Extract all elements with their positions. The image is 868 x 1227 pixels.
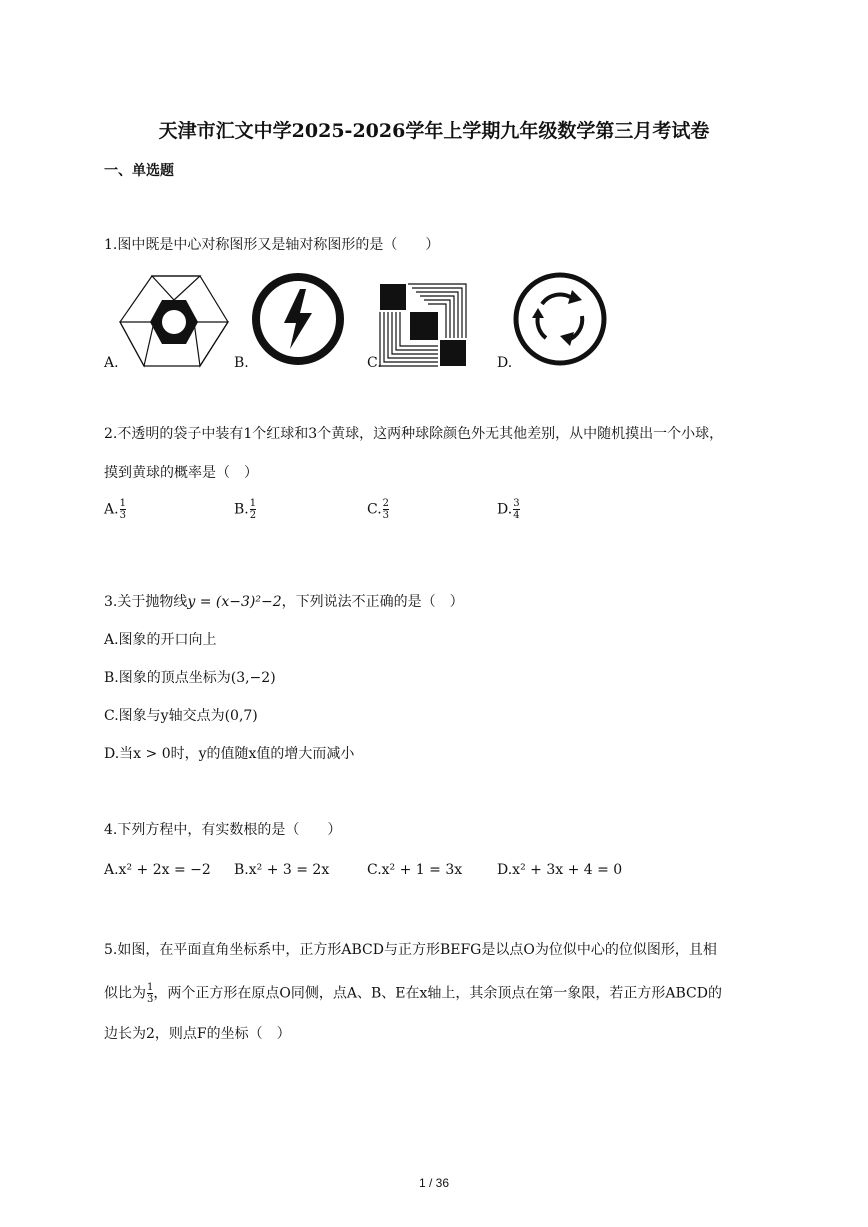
q2-option-b: B. $\frac{1}{2}$	[234, 498, 257, 521]
section-heading: 一、单选题	[104, 163, 174, 179]
q1-figure-a	[118, 270, 230, 370]
q5-line1: 5.如图，在平面直角坐标系中，正方形ABCD与正方形BEFG是以点O为位似中心的位似图形，且相	[104, 942, 717, 958]
q2-option-c: C. $\frac{2}{3}$	[367, 498, 390, 521]
q4-option-d: D.x² + 3x + 4 = 0	[497, 862, 623, 878]
page-number: 1 / 36	[418, 1176, 450, 1190]
q4-option-b: B.x² + 3 = 2x	[234, 862, 330, 878]
q5-line3: 边长为2，则点F的坐标（ ）	[104, 1026, 291, 1042]
page-title: 天津市汇文中学2025-2026学年上学期九年级数学第三月考试卷	[158, 120, 710, 142]
q1-label-b: B.	[234, 355, 249, 371]
q2-option-a: A. $\frac{1}{3}$	[104, 498, 126, 521]
q1-figure-b	[248, 273, 348, 365]
q1-label-a: A.	[104, 355, 119, 371]
q2-option-d: D. $\frac{3}{4}$	[497, 498, 520, 521]
q3-option-a: A.图象的开口向上	[104, 632, 217, 648]
q3-option-b: B.图象的顶点坐标为(3,−2)	[104, 670, 276, 686]
q1-label-d: D.	[497, 355, 513, 371]
q1-figure-d	[510, 272, 610, 366]
q1-label-c: C.	[367, 355, 382, 371]
q5-line2: 似比为 $\frac{1}{3}$ ，两个正方形在原点O同侧，点A、B、E在x轴上，其余顶点在第一象限，若正方形ABCD的	[104, 982, 722, 1005]
q3-option-c: C.图象与y轴交点为(0,7)	[104, 708, 258, 724]
q3-stem: 3.关于抛物线y = (x−3)²−2，下列说法不正确的是（ ）	[104, 594, 464, 610]
q3-formula: y = (x−3)²−2	[187, 594, 282, 610]
q2-line1: 2.不透明的袋子中装有1个红球和3个黄球，这两种球除颜色外无其他差别，从中随机摸出一个小球，	[104, 426, 724, 442]
q2-line2: 摸到黄球的概率是（ ）	[104, 465, 258, 481]
q4-option-c: C.x² + 1 = 3x	[367, 862, 463, 878]
q1-stem: 1.图中既是中心对称图形又是轴对称图形的是（ ）	[104, 237, 440, 253]
q4-stem: 4.下列方程中，有实数根的是（ ）	[104, 822, 342, 838]
q1-figure-c	[378, 282, 470, 368]
q4-option-a: A.x² + 2x = −2	[104, 862, 211, 878]
q3-option-d: D.当x > 0时，y的值随x值的增大而减小	[104, 746, 355, 762]
